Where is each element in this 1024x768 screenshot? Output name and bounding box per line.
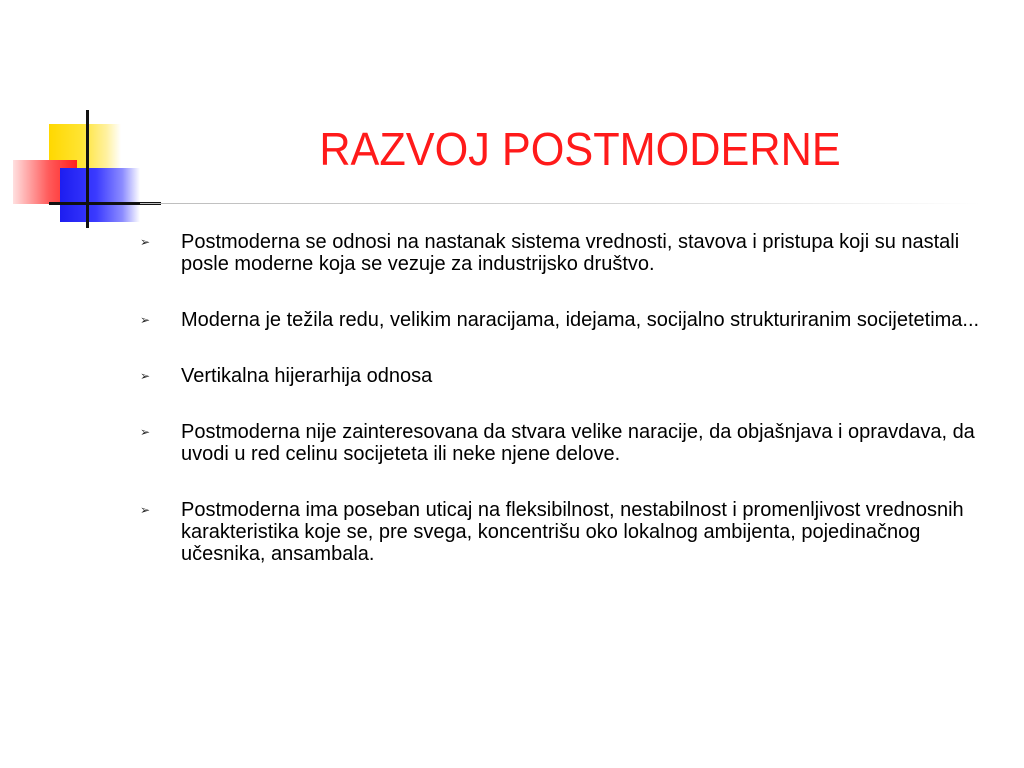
arrow-bullet-icon: ➢	[140, 235, 151, 249]
arrow-bullet-icon: ➢	[140, 313, 151, 327]
bullet-text: Postmoderna ima poseban uticaj na fleksibilnost, nestabilnost i promenljivost vrednosnih karakteristika koje se, pre svega, koncentrišu oko lokalnog ambijenta, pojedinačnog učesnika, ansambala.	[181, 499, 964, 565]
arrow-bullet-icon: ➢	[140, 503, 151, 517]
bullet-item-5	[140, 499, 1000, 565]
bullet-item-1	[140, 231, 1000, 275]
bullet-list	[140, 231, 1000, 565]
slide-title: RAZVOJ POSTMODERNE	[319, 123, 841, 175]
title-divider	[140, 203, 980, 204]
bullet-text: Postmoderna se odnosi na nastanak sistema vrednosti, stavova i pristupa koji su nastali posle moderne koja se vezuje za industrijsko društvo.	[181, 231, 960, 275]
vertical-line-shape	[86, 110, 89, 228]
arrow-bullet-icon: ➢	[140, 425, 151, 439]
blue-square-shape	[60, 168, 140, 222]
arrow-bullet-icon: ➢	[140, 369, 151, 383]
bullet-text: Vertikalna hijerarhija odnosa	[181, 365, 433, 387]
bullet-text: Postmoderna nije zainteresovana da stvara velike naracije, da objašnjava i opravdava, da uvodi u red celinu socijeteta ili neke njene delove.	[181, 421, 975, 465]
bullet-text: Moderna je težila redu, velikim naracijama, idejama, socijalno strukturiranim socijetetima...	[181, 309, 980, 331]
bullet-item-3	[140, 365, 1000, 387]
bullet-item-4	[140, 421, 1000, 465]
decorative-logo	[0, 0, 160, 240]
bullet-item-2	[140, 309, 1000, 331]
